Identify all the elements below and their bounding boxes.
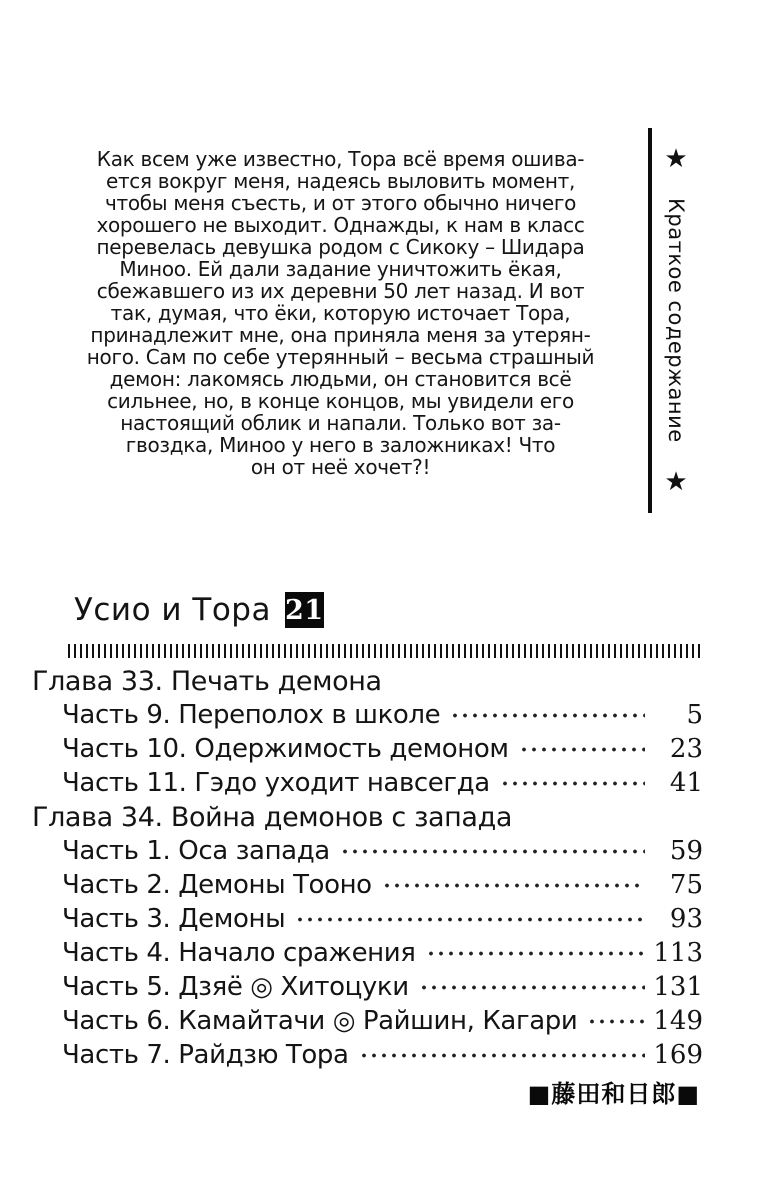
toc-part-label: Часть 7. Райдзю Тора <box>62 1040 349 1070</box>
toc-part-row <box>32 834 703 868</box>
synopsis-line: настоящий облик и напали. Только вот за- <box>120 411 561 435</box>
toc-chapter-row <box>32 664 703 698</box>
synopsis-line: сильнее, но, в конце концов, мы увидели его <box>107 389 574 413</box>
synopsis-line: гвоздка, Миноо у него в заложниках! Что <box>125 433 556 457</box>
toc-page-number: 75 <box>669 870 703 900</box>
dot-leader <box>426 951 645 956</box>
toc-page-number: 149 <box>653 1006 703 1036</box>
toc-page-number: 23 <box>669 734 703 764</box>
vertical-rule <box>648 128 652 513</box>
toc-part-label: Часть 1. Оса запада <box>62 836 330 866</box>
synopsis-line: хорошего не выходит. Однажды, к нам в класс <box>96 213 585 237</box>
toc-part-label: Часть 3. Демоны <box>62 904 286 934</box>
star-icon: ★ <box>661 466 691 498</box>
toc-part-row <box>32 766 703 800</box>
toc-part-row <box>32 698 703 732</box>
barcode-divider <box>68 644 703 658</box>
toc-page-number: 113 <box>653 938 703 968</box>
author-name: ■藤田和日郎■ <box>527 1080 700 1108</box>
toc-page-number: 5 <box>686 700 703 730</box>
summary-sidebar <box>648 128 691 513</box>
series-title-row <box>74 592 324 628</box>
toc-part-row <box>32 970 703 1004</box>
synopsis-line: чтобы меня съесть, и от этого обычно ничего <box>104 191 577 215</box>
synopsis-line: так, думая, что ёки, которую источает Тора, <box>110 301 571 325</box>
toc-page-number: 169 <box>653 1040 703 1070</box>
dot-leader <box>519 747 645 752</box>
synopsis-line: сбежавшего из их деревни 50 лет назад. И вот <box>96 279 585 303</box>
synopsis-line: Миноо. Ей дали задание уничтожить ёкая, <box>119 257 562 281</box>
toc-page-number: 59 <box>669 836 703 866</box>
toc-chapter-label: Глава 34. Война демонов с запада <box>32 801 512 833</box>
toc-page-number: 41 <box>669 768 703 798</box>
toc-part-label: Часть 11. Гэдо уходит навсегда <box>62 768 490 798</box>
synopsis-line: он от неё хочет?! <box>250 455 431 479</box>
toc-page-number: 131 <box>653 972 703 1002</box>
dot-leader <box>587 1019 645 1024</box>
dot-leader <box>295 917 645 922</box>
toc-part-label: Часть 2. Демоны Тооно <box>62 870 372 900</box>
toc-part-row <box>32 936 703 970</box>
toc-part-label: Часть 10. Одержимость демоном <box>62 734 509 764</box>
volume-badge: 21 <box>285 592 324 628</box>
toc-part-row <box>32 868 703 902</box>
toc-page-number: 93 <box>669 904 703 934</box>
toc-part-row <box>32 1004 703 1038</box>
synopsis-line: ного. Сам по себе утерянный – весьма страшный <box>86 345 595 369</box>
toc-part-row <box>32 902 703 936</box>
dot-leader <box>382 883 645 888</box>
table-of-contents <box>32 664 703 1072</box>
toc-chapter-label: Глава 33. Печать демона <box>32 665 382 697</box>
star-icon: ★ <box>661 143 691 175</box>
synopsis-line: ется вокруг меня, надеясь выловить момент, <box>105 169 576 193</box>
sidebar-vertical-label <box>661 128 691 513</box>
dot-leader <box>419 985 645 990</box>
dot-leader <box>450 713 645 718</box>
toc-part-label: Часть 9. Переполох в школе <box>62 700 441 730</box>
sidebar-label: Краткое содержание <box>664 198 688 443</box>
toc-part-row <box>32 1038 703 1072</box>
toc-part-label: Часть 5. Дзяё ◎ Хитоцуки <box>62 972 409 1002</box>
synopsis-text <box>28 148 653 478</box>
synopsis-line: перевелась девушка родом с Сикоку – Шидара <box>96 235 585 259</box>
synopsis-line: Как всем уже известно, Тора всё время ошива- <box>96 147 585 171</box>
synopsis-line: принадлежит мне, она приняла меня за утерян- <box>90 323 591 347</box>
toc-chapter-row <box>32 800 703 834</box>
toc-part-row <box>32 732 703 766</box>
synopsis-line: демон: лакомясь людьми, он становится всё <box>109 367 572 391</box>
dot-leader <box>340 849 645 854</box>
dot-leader <box>359 1053 645 1058</box>
toc-part-label: Часть 6. Камайтачи ◎ Райшин, Кагари <box>62 1006 578 1036</box>
dot-leader <box>500 781 645 786</box>
toc-part-label: Часть 4. Начало сражения <box>62 938 416 968</box>
series-title: Усио и Тора <box>74 592 271 628</box>
